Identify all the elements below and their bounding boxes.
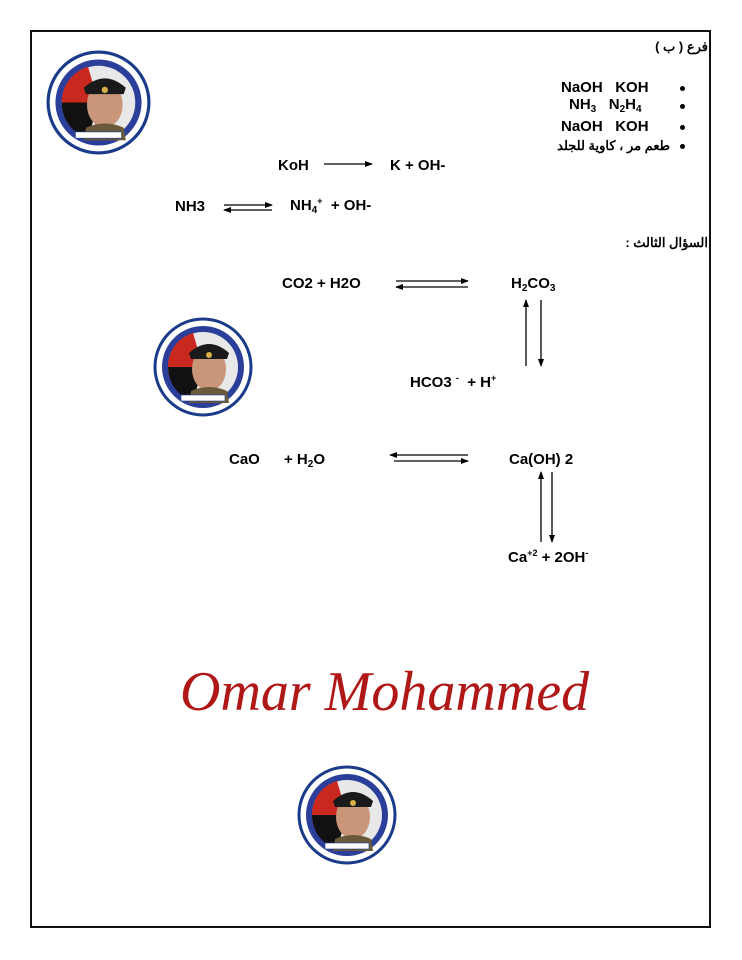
nh3-reactant: NH3 <box>175 198 206 215</box>
signature: Omar Mohammed <box>180 661 590 723</box>
bullet-item-4: طعم مر ، كاوية للجلد <box>557 138 670 153</box>
hco3-products: HCO3 - + H+ <box>410 373 497 391</box>
naoh-label: NaOH <box>561 79 603 96</box>
h2o-reactant: + $H_2O$ <box>284 451 325 470</box>
ca-ion-products: $Ca^{+2} + 2OH^-$ <box>508 548 589 566</box>
koh-label: KOH <box>615 79 649 96</box>
section-label: فرع ( ب ) <box>655 39 708 54</box>
naoh-label: NaOH <box>561 118 603 135</box>
emblem-logo-bottom <box>297 765 397 865</box>
co2-reactants: CO2 + H2O <box>282 275 361 292</box>
nh4-products: $NH_4^+ + OH-$ <box>290 196 372 216</box>
emblem-logo-middle <box>153 317 253 417</box>
question-label: السؤال الثالث : <box>625 235 708 250</box>
koh-reactant: KoH <box>278 157 309 174</box>
caoh2-product: Ca(OH) 2 <box>509 451 574 468</box>
koh-products: K + OH- <box>390 157 446 174</box>
nh3-label: NH <box>569 96 591 113</box>
bullet-item-2: $NH_3$ $N_2H_4$ <box>569 96 642 115</box>
koh-label: KOH <box>615 118 649 135</box>
h2co3-product: $H_2CO_3$ <box>511 275 556 294</box>
cao-reactant: CaO <box>229 451 260 468</box>
emblem-logo-top <box>46 50 151 155</box>
